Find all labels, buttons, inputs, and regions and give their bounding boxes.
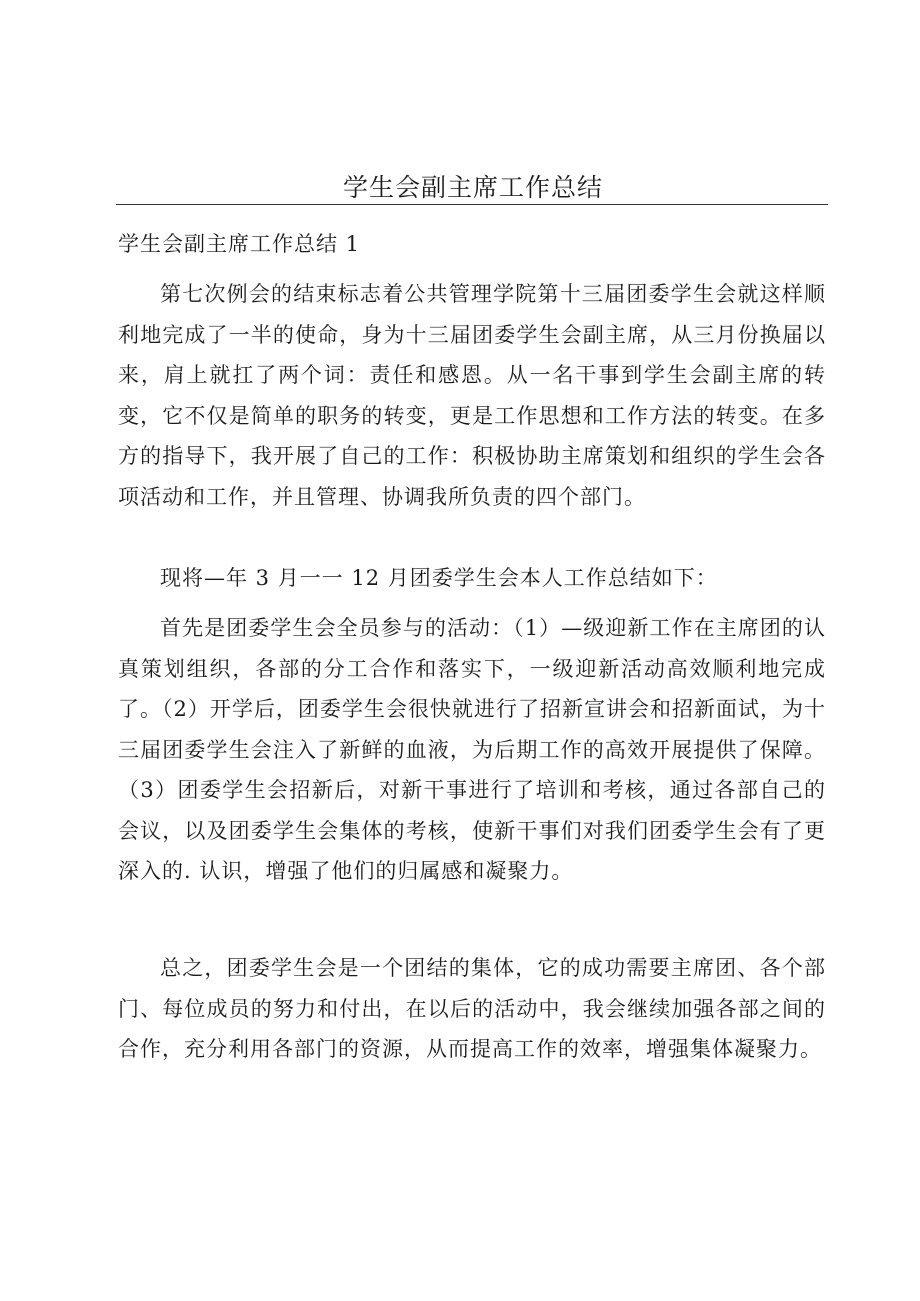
body-paragraph-3: 首先是团委学生会全员参与的活动：（1）—级迎新工作在主席团的认真策划组织，各部的分工合作和落实下，一级迎新活动高效顺利地完成了。（2）开学后，团委学生会很快就进行了招新宣讲会和招新面试，为十三届团委学生会注入了新鲜的血液，为后期工作的高效开展提供了保障。（3）团委学生会招新后，对新干事进行了培训和考核，通过各部自己的会议，以及团委学生会集体的考核，使新干事们对我们团委学生会有了更深入的. 认识，增强了他们的归属感和凝聚力。 [118,616,826,883]
body-paragraph-2: 现将—年 3 月一一 12 月团委学生会本人工作总结如下： [160,566,718,590]
body-paragraph-1: 第七次例会的结束标志着公共管理学院第十三届团委学生会就这样顺利地完成了一半的使命，身为十三届团委学生会副主席，从三月份换届以来，肩上就扛了两个词：责任和感恩。从一名干事到学生会副主席的转变，它不仅是简单的职务的转变，更是工作思想和工作方法的转变。在多方的指导下，我开展了自己的工作：积极协助主席策划和组织的学生会各项活动和工作，并且管理、协调我所负责的四个部门。 [118,282,826,509]
section-heading: 学生会副主席工作总结 1 [118,232,361,256]
title-divider [116,204,828,205]
document-title: 学生会副主席工作总结 [342,173,603,202]
body-paragraph-4: 总之，团委学生会是一个团结的集体，它的成功需要主席团、各个部门、每位成员的努力和付出，在以后的活动中，我会继续加强各部之间的合作，充分利用各部门的资源，从而提高工作的效率，增强集体凝聚力。 [118,956,826,1061]
